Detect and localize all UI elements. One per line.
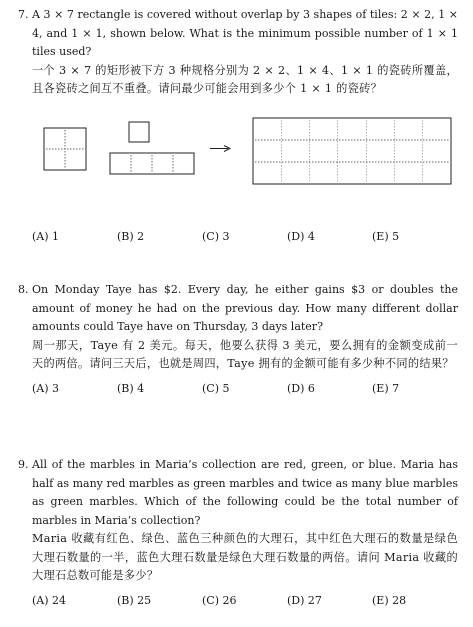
choice-b[interactable]: (B) 4 <box>117 381 145 395</box>
choice-c[interactable]: (C) 26 <box>202 593 237 607</box>
problem-9 <box>18 456 458 610</box>
problem-number: 8. <box>18 283 29 296</box>
choice-c[interactable]: (C) 3 <box>202 230 230 243</box>
choice-a[interactable]: (A) 24 <box>32 593 67 607</box>
problem-text-zh: 一个 3 × 7 的矩形被下方 3 种规格分别为 2 × 2、1 × 4、1 × 1 的瓷砖所覆盖，且各瓷砖之间互不重叠。请问最少可能会用到多少个 1 × 1 的瓷砖？ <box>32 63 458 95</box>
answer-choices <box>32 228 458 246</box>
choice-a[interactable]: (A) 1 <box>32 230 60 243</box>
choice-e[interactable]: (E) 7 <box>372 381 400 395</box>
choice-d[interactable]: (D) 27 <box>287 593 322 607</box>
choice-d[interactable]: (D) 4 <box>287 230 315 243</box>
answer-choices <box>32 592 458 610</box>
tiles-figure <box>0 0 473 230</box>
problem-text-en: All of the marbles in Maria’s collection are red, green, or blue. Maria has half as many red marbles as green marbles and twice as many blue marbles as green marbles. Which of the following could be the total number of marbles in Maria’s collection? <box>32 458 458 527</box>
problem-text-zh: Maria 收藏有红色、绿色、蓝色三种颜色的大理石，其中红色大理石的数量是绿色大理石数量的一半，蓝色大理石数量是绿色大理石数量的两倍。请问 Maria 收藏的大理石总数可能是多少？ <box>32 532 458 582</box>
problem-text-en: A 3 × 7 rectangle is covered without overlap by 3 shapes of tiles: 2 × 2, 1 × 4, and 1 × 1, shown below. What is the minimum possible number of 1 × 1 tiles used? <box>32 8 458 58</box>
problem-number: 9. <box>18 458 29 471</box>
tile-2x2 <box>44 128 86 170</box>
answer-choices <box>32 380 458 398</box>
tile-1x1 <box>129 122 149 142</box>
arrow-icon <box>210 146 230 152</box>
problem-7-choices <box>18 222 458 246</box>
choice-b[interactable]: (B) 25 <box>117 593 152 607</box>
target-rectangle-3x7 <box>253 118 451 184</box>
choice-b[interactable]: (B) 2 <box>117 230 145 243</box>
choice-e[interactable]: (E) 5 <box>372 230 400 243</box>
problem-text-zh: 周一那天，Taye 有 2 美元。每天，他要么获得 3 美元，要么拥有的金额变成前一天的两倍。请问三天后，也就是周四，Taye 拥有的金额可能有多少种不同的结果？ <box>32 338 458 370</box>
problem-number: 7. <box>18 8 29 21</box>
choice-c[interactable]: (C) 5 <box>202 381 230 395</box>
choice-e[interactable]: (E) 28 <box>372 593 407 607</box>
choice-a[interactable]: (A) 3 <box>32 381 60 395</box>
choice-d[interactable]: (D) 6 <box>287 381 315 395</box>
tile-1x4 <box>110 153 194 174</box>
problem-text-en: On Monday Taye has $2. Every day, he either gains $3 or doubles the amount of money he had on the previous day. How many different dollar amounts could Taye have on Thursday, 3 days later? <box>32 283 458 333</box>
problem-8 <box>18 281 458 398</box>
